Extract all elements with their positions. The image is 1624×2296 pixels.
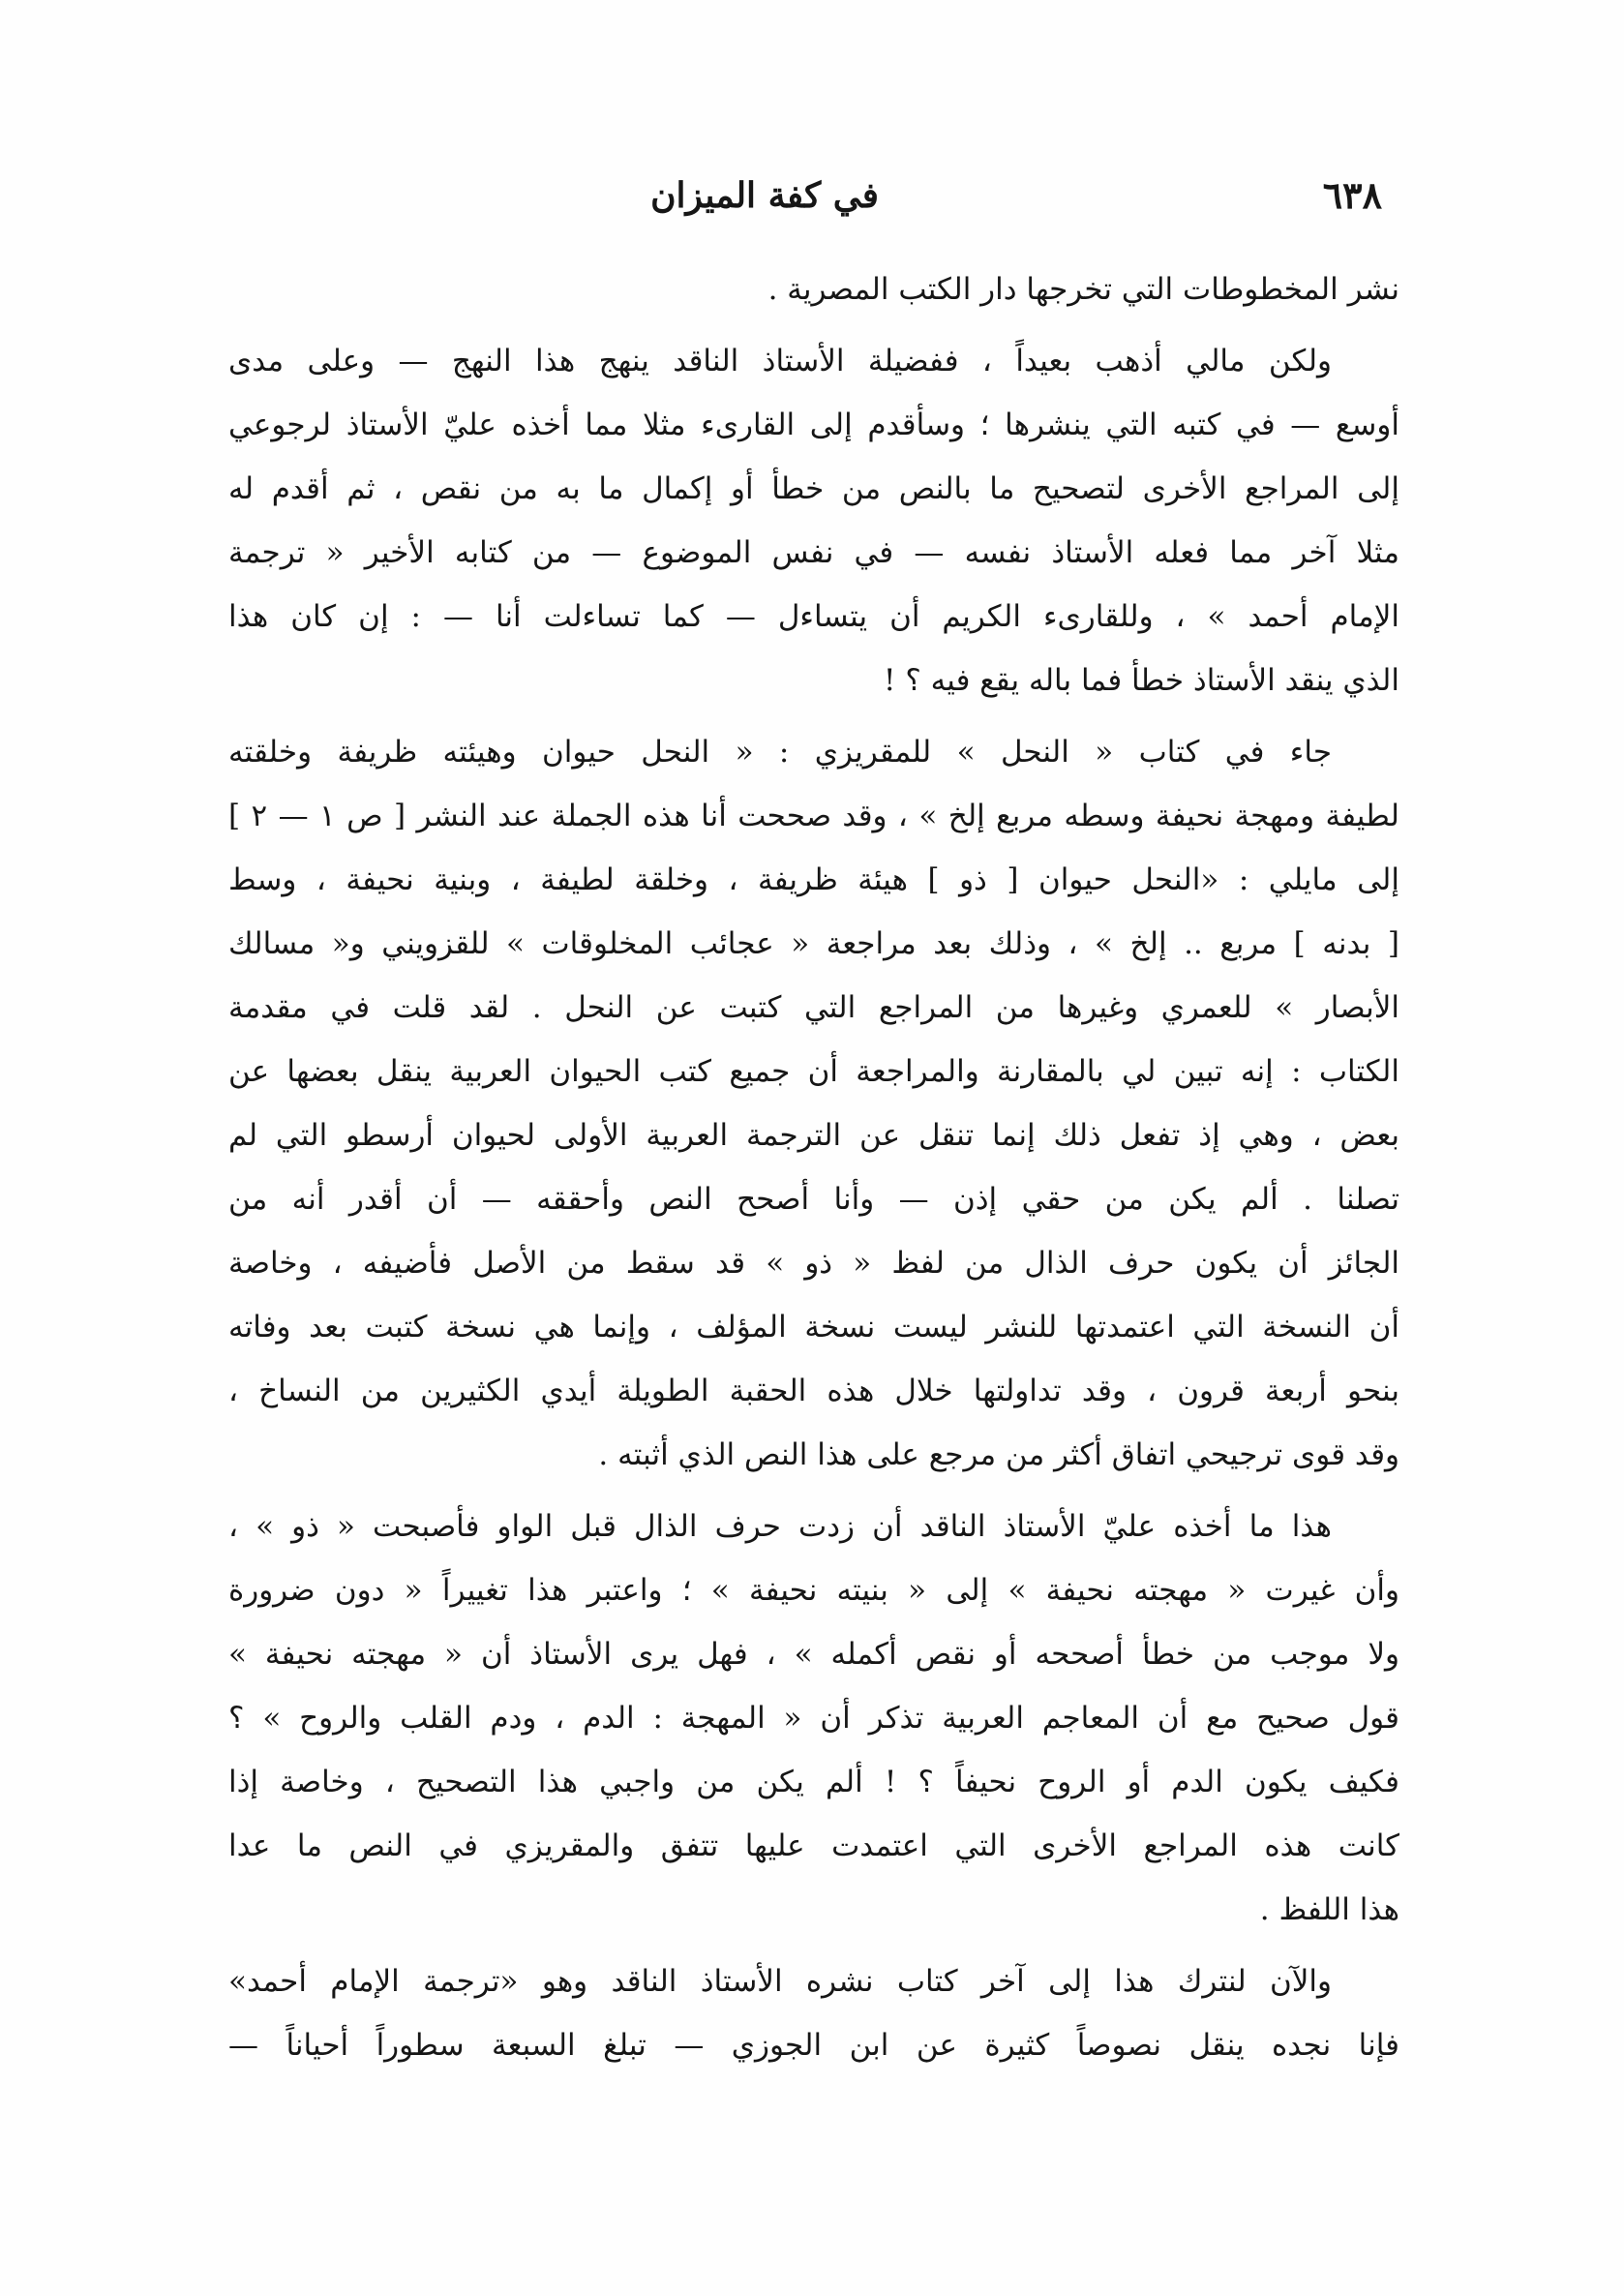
text-line: الإمام أحمد » ، وللقارىء الكريم أن يتساءل — كما تساءلت أنا — : إن كان هذا [228,599,1399,634]
text-line: أوسع — في كتبه التي ينشرها ؛ وسأقدم إلى القارىء مثلا مما أخذه عليّ الأستاذ لرجوعي [228,408,1399,442]
text-line: والآن لنترك هذا إلى آخر كتاب نشره الأستاذ الناقد وهو «ترجمة الإمام أحمد» [228,1964,1332,1999]
text-line: هذا اللفظ . [1259,1892,1399,1927]
text-line: لطيفة ومهجة نحيفة وسطه مربع إلخ » ، وقد صححت أنا هذه الجملة عند النشر [ ص ١ — ٢ ] [228,799,1399,833]
running-head [242,172,1382,230]
text-line: نشر المخطوطات التي تخرجها دار الكتب المصرية . [767,272,1399,307]
text-line: الذي ينقد الأستاذ خطأ فما باله يقع فيه ؟ ! [884,663,1399,698]
page-number: ٦٣٨ [1322,173,1382,217]
text-line: [ بدنه ] مربع .. إلخ » ، وذلك بعد مراجعة « عجائب المخلوقات » للقزويني و« مسالك [228,926,1399,961]
text-line: تصلنا . ألم يكن من حقي إذن — وأنا أصحح النص وأحققه — أن أقدر أنه من [228,1182,1399,1217]
text-line: بعض ، وهي إذ تفعل ذلك إنما تنقل عن الترجمة العربية الأولى لحيوان أرسطو التي لم [228,1118,1399,1153]
text-line: قول صحيح مع أن المعاجم العربية تذكر أن « المهجة : الدم ، ودم القلب والروح » ؟ [228,1701,1399,1736]
paragraph [228,257,1399,321]
text-line: بنحو أربعة قرون ، وقد تداولتها خلال هذه الحقبة الطويلة أيدي الكثيرين من النساخ ، [228,1374,1399,1408]
text-line: وأن غيرت « مهجته نحيفة » إلى « بنيته نحيفة » ؛ واعتبر هذا تغييراً « دون ضرورة [228,1573,1399,1608]
text-line: فإنا نجده ينقل نصوصاً كثيرة عن ابن الجوزي — تبلغ السبعة سطوراً أحياناً — [228,2028,1399,2063]
text-line: الجائز أن يكون حرف الذال من لفظ « ذو » قد سقط من الأصل فأضيفه ، وخاصة [228,1246,1399,1281]
text-line: هذا ما أخذه عليّ الأستاذ الناقد أن زدت حرف الذال قبل الواو فأصبحت « ذو » ، [228,1509,1332,1544]
text-line: أن النسخة التي اعتمدتها للنشر ليست نسخة المؤلف ، وإنما هي نسخة كتبت بعد وفاته [228,1310,1399,1344]
text-line: ولا موجب من خطأ أصححه أو نقص أكمله » ، فهل يرى الأستاذ أن « مهجته نحيفة » [228,1637,1399,1672]
paragraph [228,720,1399,1487]
body-text [228,257,1399,2077]
text-line: وقد قوى ترجيحي اتفاق أكثر من مرجع على هذا النص الذي أثبته . [598,1437,1399,1472]
text-line: إلى المراجع الأخرى لتصحيح ما بالنص من خطأ أو إكمال ما به من نقص ، ثم أقدم له [228,471,1399,506]
text-line: مثلا آخر مما فعله الأستاذ نفسه — في نفس الموضوع — من كتابه الأخير « ترجمة [228,535,1399,570]
text-line: ولكن مالي أذهب بعيداً ، ففضيلة الأستاذ الناقد ينهج هذا النهج — وعلى مدى [228,344,1332,378]
text-line: إلى مايلي : «النحل حيوان [ ذو ] هيئة ظريفة ، وخلقة لطيفة ، وبنية نحيفة ، وسط [228,862,1399,897]
running-title: في كفة الميزان [650,175,879,216]
text-line: جاء في كتاب « النحل » للمقريزي : « النحل حيوان وهيئته ظريفة وخلقته [228,735,1332,770]
text-line: كانت هذه المراجع الأخرى التي اعتمدت عليها تتفق والمقريزي في النص ما عدا [228,1828,1399,1863]
paragraph [228,1495,1399,1942]
paragraph [228,1949,1399,2077]
paragraph [228,329,1399,712]
text-line: فكيف يكون الدم أو الروح نحيفاً ؟ ! ألم يكن من واجبي هذا التصحيح ، وخاصة إذا [228,1765,1399,1799]
text-line: الكتاب : إنه تبين لي بالمقارنة والمراجعة أن جميع كتب الحيوان العربية ينقل بعضها عن [228,1054,1399,1089]
text-line: الأبصار » للعمري وغيرها من المراجع التي كتبت عن النحل . لقد قلت في مقدمة [228,990,1399,1025]
